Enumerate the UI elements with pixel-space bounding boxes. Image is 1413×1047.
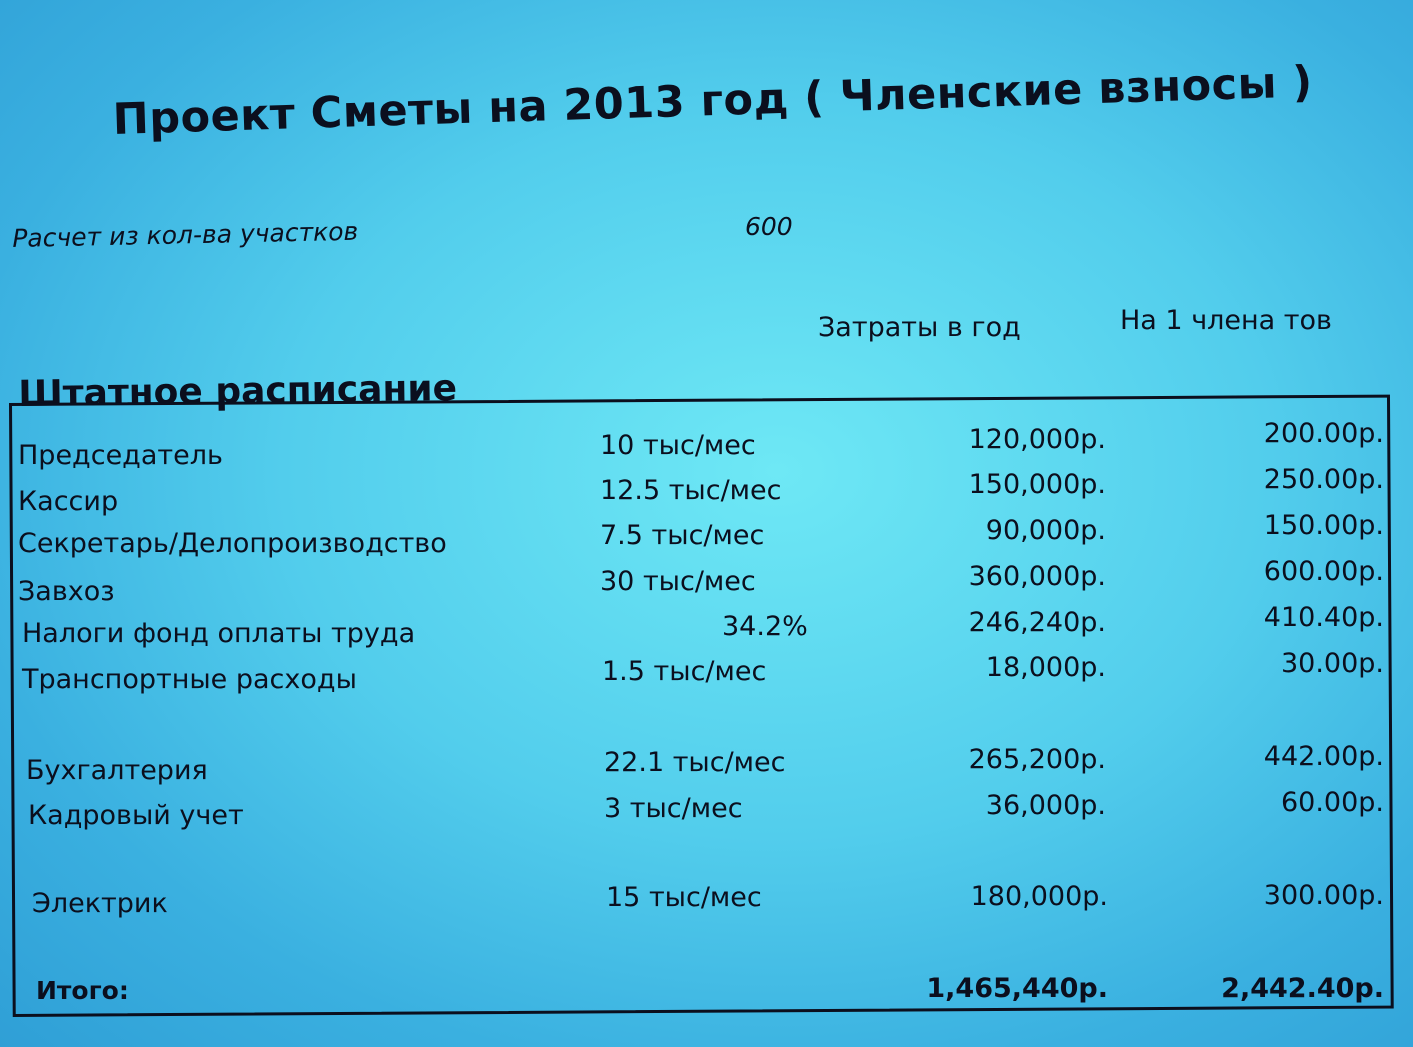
- row-per-member: 250.00р.: [1263, 464, 1384, 495]
- row-rate: 3 тыс/мес: [604, 793, 743, 824]
- row-per-member: 600.00р.: [1263, 556, 1384, 587]
- row-cost: 180,000р.: [970, 881, 1108, 912]
- row-per-member: 410.40р.: [1263, 602, 1384, 633]
- row-name: Завхоз: [18, 576, 115, 607]
- total-label: Итого:: [36, 976, 129, 1005]
- column-header-cost: Затраты в год: [818, 312, 1021, 343]
- row-per-member: 30.00р.: [1280, 648, 1384, 679]
- row-name: Кассир: [18, 486, 119, 517]
- row-rate: 1.5 тыс/мес: [602, 656, 767, 687]
- section-title: Штатное расписание: [18, 367, 458, 415]
- row-name: Председатель: [18, 440, 223, 471]
- row-cost: 90,000р.: [985, 515, 1106, 546]
- row-rate: 10 тыс/мес: [600, 430, 756, 461]
- row-per-member: 150.00р.: [1263, 510, 1384, 541]
- row-rate: 22.1 тыс/мес: [604, 747, 786, 778]
- row-cost: 265,200р.: [968, 744, 1106, 775]
- calculation-label: Расчет из кол-ва участков: [12, 216, 359, 253]
- row-name: Электрик: [32, 888, 168, 919]
- row-name: Бухгалтерия: [26, 755, 208, 786]
- total-per-member: 2,442.40р.: [1221, 973, 1384, 1004]
- row-per-member: 200.00р.: [1263, 418, 1384, 449]
- row-cost: 246,240р.: [968, 607, 1106, 638]
- row-name: Налоги фонд оплаты труда: [22, 618, 416, 649]
- row-rate: 12.5 тыс/мес: [600, 475, 782, 506]
- row-cost: 360,000р.: [968, 561, 1106, 592]
- page-title: Проект Сметы на 2013 год ( Членские взносы ): [112, 57, 1314, 145]
- row-rate: 34.2%: [722, 611, 808, 642]
- row-per-member: 60.00р.: [1280, 787, 1384, 818]
- row-cost: 150,000р.: [968, 469, 1106, 500]
- row-name: Секретарь/Делопроизводство: [18, 528, 447, 559]
- calculation-value: 600: [745, 212, 793, 241]
- row-rate: 15 тыс/мес: [606, 882, 762, 913]
- row-name: Кадровый учет: [28, 800, 244, 831]
- row-rate: 30 тыс/мес: [600, 566, 756, 597]
- row-per-member: 442.00р.: [1263, 741, 1384, 772]
- row-rate: 7.5 тыс/мес: [600, 520, 765, 551]
- column-header-per-member: На 1 члена тов: [1120, 305, 1332, 336]
- total-cost: 1,465,440р.: [926, 973, 1108, 1004]
- row-name: Транспортные расходы: [22, 664, 357, 695]
- row-cost: 18,000р.: [985, 652, 1106, 683]
- row-cost: 120,000р.: [968, 424, 1106, 455]
- row-cost: 36,000р.: [985, 790, 1106, 821]
- row-per-member: 300.00р.: [1263, 880, 1384, 911]
